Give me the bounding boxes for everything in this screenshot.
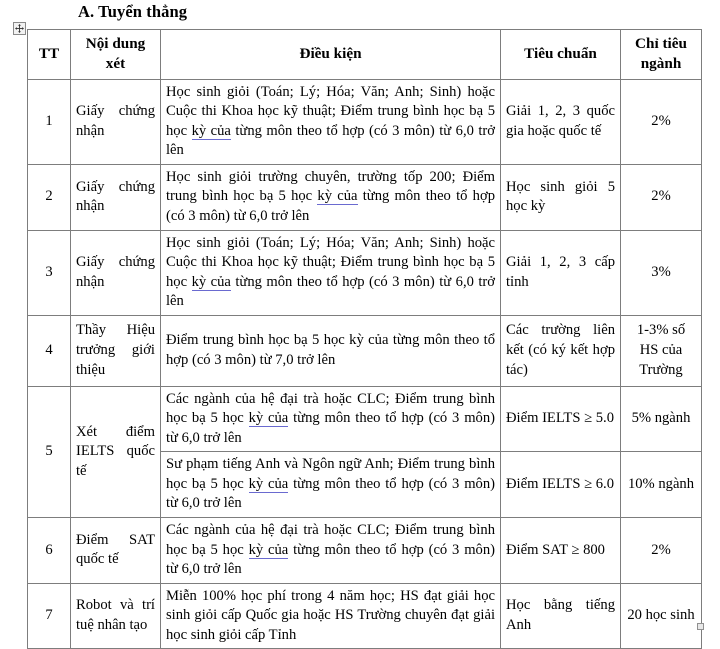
- column-header-dieu-kien: Điều kiện: [161, 30, 501, 80]
- cell-chi-tieu-nganh: 20 học sinh: [621, 583, 702, 649]
- table-row: [28, 79, 702, 164]
- spellcheck-marked-text: kỳ của: [248, 410, 289, 427]
- cell-dieu-kien: Miễn 100% học phí trong 4 năm học; HS đạt giải học sinh giỏi cấp Quốc gia hoặc HS Trường chuyên đạt giải học sinh giỏi cấp Tỉnh: [161, 583, 501, 649]
- spellcheck-marked-text: kỳ của: [317, 188, 358, 205]
- cell-tieu-chuan: Các trường liên kết (có ký kết hợp tác): [501, 315, 621, 386]
- table-row: [28, 230, 702, 315]
- spellcheck-marked-text: kỳ của: [248, 541, 289, 558]
- cell-dieu-kien: Các ngành của hệ đại trà hoặc CLC; Điểm trung bình học bạ 5 học kỳ của từng môn theo tổ hợp (có 3 môn) từ 6,0 trở lên: [161, 386, 501, 452]
- page-title: A. Tuyển thẳng: [78, 2, 188, 21]
- cell-dieu-kien: Sư phạm tiếng Anh và Ngôn ngữ Anh; Điểm trung bình học bạ 5 học kỳ của từng môn theo tổ hợp (có 3 môn) từ 6,0 trở lên: [161, 452, 501, 518]
- spellcheck-marked-text: kỳ của: [191, 273, 231, 290]
- table-row: [28, 164, 702, 230]
- cell-noi-dung-xet: Thầy Hiệu trưởng giới thiệu: [71, 315, 161, 386]
- cell-tt: 6: [28, 518, 71, 584]
- cell-tieu-chuan: Giải 1, 2, 3 quốc gia hoặc quốc tế: [501, 79, 621, 164]
- column-header-tt: TT: [28, 30, 71, 80]
- spellcheck-marked-text: kỳ của: [248, 475, 289, 492]
- cell-tieu-chuan: Điểm IELTS ≥ 5.0: [501, 386, 621, 452]
- cell-noi-dung-xet: Điểm SAT quốc tế: [71, 518, 161, 584]
- cell-chi-tieu-nganh: 2%: [621, 518, 702, 584]
- spellcheck-marked-text: kỳ của: [191, 122, 231, 139]
- cell-chi-tieu-nganh: 2%: [621, 164, 702, 230]
- cell-tt: 5: [28, 386, 71, 517]
- cell-noi-dung-xet: Giấy chứng nhận: [71, 164, 161, 230]
- cell-noi-dung-xet: Robot và trí tuệ nhân tạo: [71, 583, 161, 649]
- cell-chi-tieu-nganh: 5% ngành: [621, 386, 702, 452]
- table-row: [28, 583, 702, 649]
- cell-noi-dung-xet: Xét điểm IELTS quốc tế: [71, 386, 161, 517]
- table-row: [28, 315, 702, 386]
- cell-dieu-kien: Học sinh giỏi (Toán; Lý; Hóa; Văn; Anh; Sinh) hoặc Cuộc thi Khoa học kỹ thuật; Điểm trung bình học bạ 5 học kỳ của từng môn theo tổ hợp (có 3 môn) từ 6,0 trở lên: [161, 79, 501, 164]
- table-row: [28, 518, 702, 584]
- cell-chi-tieu-nganh: 1-3% số HS của Trường: [621, 315, 702, 386]
- cell-dieu-kien: Điểm trung bình học bạ 5 học kỳ của từng môn theo tổ hợp (có 3 môn) từ 7,0 trở lên: [161, 315, 501, 386]
- column-header-tieu-chuan: Tiêu chuẩn: [501, 30, 621, 80]
- cell-tieu-chuan: Điểm SAT ≥ 800: [501, 518, 621, 584]
- cell-tt: 4: [28, 315, 71, 386]
- cell-tt: 2: [28, 164, 71, 230]
- cell-tt: 1: [28, 79, 71, 164]
- table-move-handle-icon[interactable]: [13, 22, 26, 35]
- cell-chi-tieu-nganh: 2%: [621, 79, 702, 164]
- cell-tieu-chuan: Học sinh giỏi 5 học kỳ: [501, 164, 621, 230]
- cell-tieu-chuan: Điểm IELTS ≥ 6.0: [501, 452, 621, 518]
- cell-noi-dung-xet: Giấy chứng nhận: [71, 230, 161, 315]
- table-resize-handle-icon[interactable]: [697, 623, 704, 630]
- column-header-chi-tieu-nganh: Chỉ tiêu ngành: [621, 30, 702, 80]
- cell-chi-tieu-nganh: 3%: [621, 230, 702, 315]
- cell-tt: 3: [28, 230, 71, 315]
- table-body: [28, 79, 702, 649]
- cell-dieu-kien: Học sinh giỏi trường chuyên, trường tốp 200; Điểm trung bình học bạ 5 học kỳ của từng môn theo tổ hợp (có 3 môn) từ 6,0 trở lên: [161, 164, 501, 230]
- cell-tt: 7: [28, 583, 71, 649]
- cell-noi-dung-xet: Giấy chứng nhận: [71, 79, 161, 164]
- table-header-row: [28, 30, 702, 80]
- column-header-noi-dung-xet: Nội dung xét: [71, 30, 161, 80]
- cell-tieu-chuan: Giải 1, 2, 3 cấp tỉnh: [501, 230, 621, 315]
- cell-dieu-kien: Học sinh giỏi (Toán; Lý; Hóa; Văn; Anh; Sinh) hoặc Cuộc thi Khoa học kỹ thuật; Điểm trung bình học bạ 5 học kỳ của từng môn theo tổ hợp (có 3 môn) từ 6,0 trở lên: [161, 230, 501, 315]
- cell-tieu-chuan: Học bằng tiếng Anh: [501, 583, 621, 649]
- cell-chi-tieu-nganh: 10% ngành: [621, 452, 702, 518]
- table-row: [28, 386, 702, 452]
- tuyen-thang-table: [27, 29, 702, 649]
- cell-dieu-kien: Các ngành của hệ đại trà hoặc CLC; Điểm trung bình học bạ 5 học kỳ của từng môn theo tổ hợp (có 3 môn) từ 6,0 trở lên: [161, 518, 501, 584]
